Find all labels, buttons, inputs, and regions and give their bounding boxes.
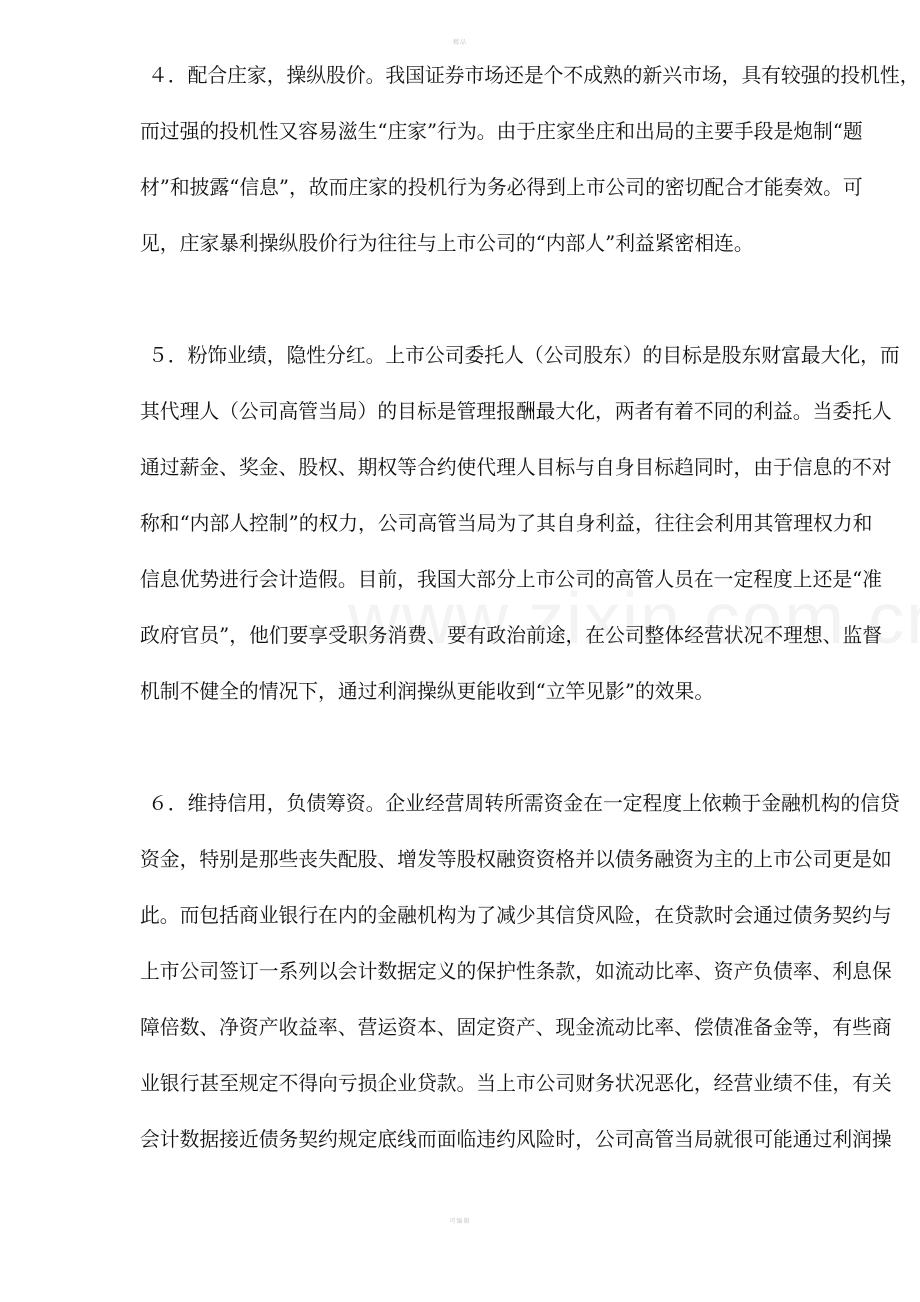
paragraph-line: 而过强的投机性又容易滋生“庄家”行为。由于庄家坐庄和出局的主要手段是炮制“题	[140, 120, 863, 143]
paragraph-line: 此。而包括商业银行在内的金融机构为了减少其信贷风险，在贷款时会通过债务契约与	[140, 904, 892, 927]
paragraph-line: 通过薪金、奖金、股权、期权等合约使代理人目标与自身目标趋同时，由于信息的不对	[140, 456, 892, 479]
paragraph-line: 资金，特别是那些丧失配股、增发等股权融资资格并以债务融资为主的上市公司更是如	[140, 848, 892, 871]
paragraph-line: 业银行甚至规定不得向亏损企业贷款。当上市公司财务状况恶化，经营业绩不佳，有关	[140, 1072, 892, 1095]
paragraph-line: 会计数据接近债务契约规定底线而面临违约风险时，公司高管当局就很可能通过利润操	[140, 1128, 892, 1151]
paragraph-line: 材”和披露“信息”，故而庄家的投机行为务必得到上市公司的密切配合才能奏效。可	[140, 176, 863, 199]
paragraph-line: ５．粉饰业绩，隐性分红。上市公司委托人（公司股东）的目标是股东财富最大化，而	[148, 344, 900, 367]
paragraph-line: ４．配合庄家，操纵股价。我国证券市场还是个不成熟的新兴市场，具有较强的投机性，	[148, 64, 920, 87]
paragraph-line: 上市公司签订一系列以会计数据定义的保护性条款，如流动比率、资产负债率、利息保	[140, 960, 892, 983]
paragraph-line: 见，庄家暴利操纵股价行为往往与上市公司的“内部人”利益紧密相连。	[140, 232, 754, 255]
paragraph-line: 其代理人（公司高管当局）的目标是管理报酬最大化，两者有着不同的利益。当委托人	[140, 400, 892, 423]
page-footer-mark: 可编辑	[449, 1218, 471, 1225]
paragraph-line: 称和“内部人控制”的权力，公司高管当局为了其自身利益，往往会利用其管理权力和	[140, 512, 873, 535]
paragraph-line: 障倍数、净资产收益率、营运资本、固定资产、现金流动比率、偿债准备金等，有些商	[140, 1016, 892, 1039]
paragraph-line: 政府官员”，他们要享受职务消费、要有政治前途，在公司整体经营状况不理想、监督	[140, 624, 883, 647]
paragraph-line: ６．维持信用，负债筹资。企业经营周转所需资金在一定程度上依赖于金融机构的信贷	[148, 792, 900, 815]
paragraph-line: 机制不健全的情况下，通过利润操纵更能收到“立竿见影”的效果。	[140, 680, 715, 703]
page-header-mark: 精品	[452, 39, 467, 46]
paragraph-line: 信息优势进行会计造假。目前，我国大部分上市公司的高管人员在一定程度上还是“准	[140, 568, 883, 591]
